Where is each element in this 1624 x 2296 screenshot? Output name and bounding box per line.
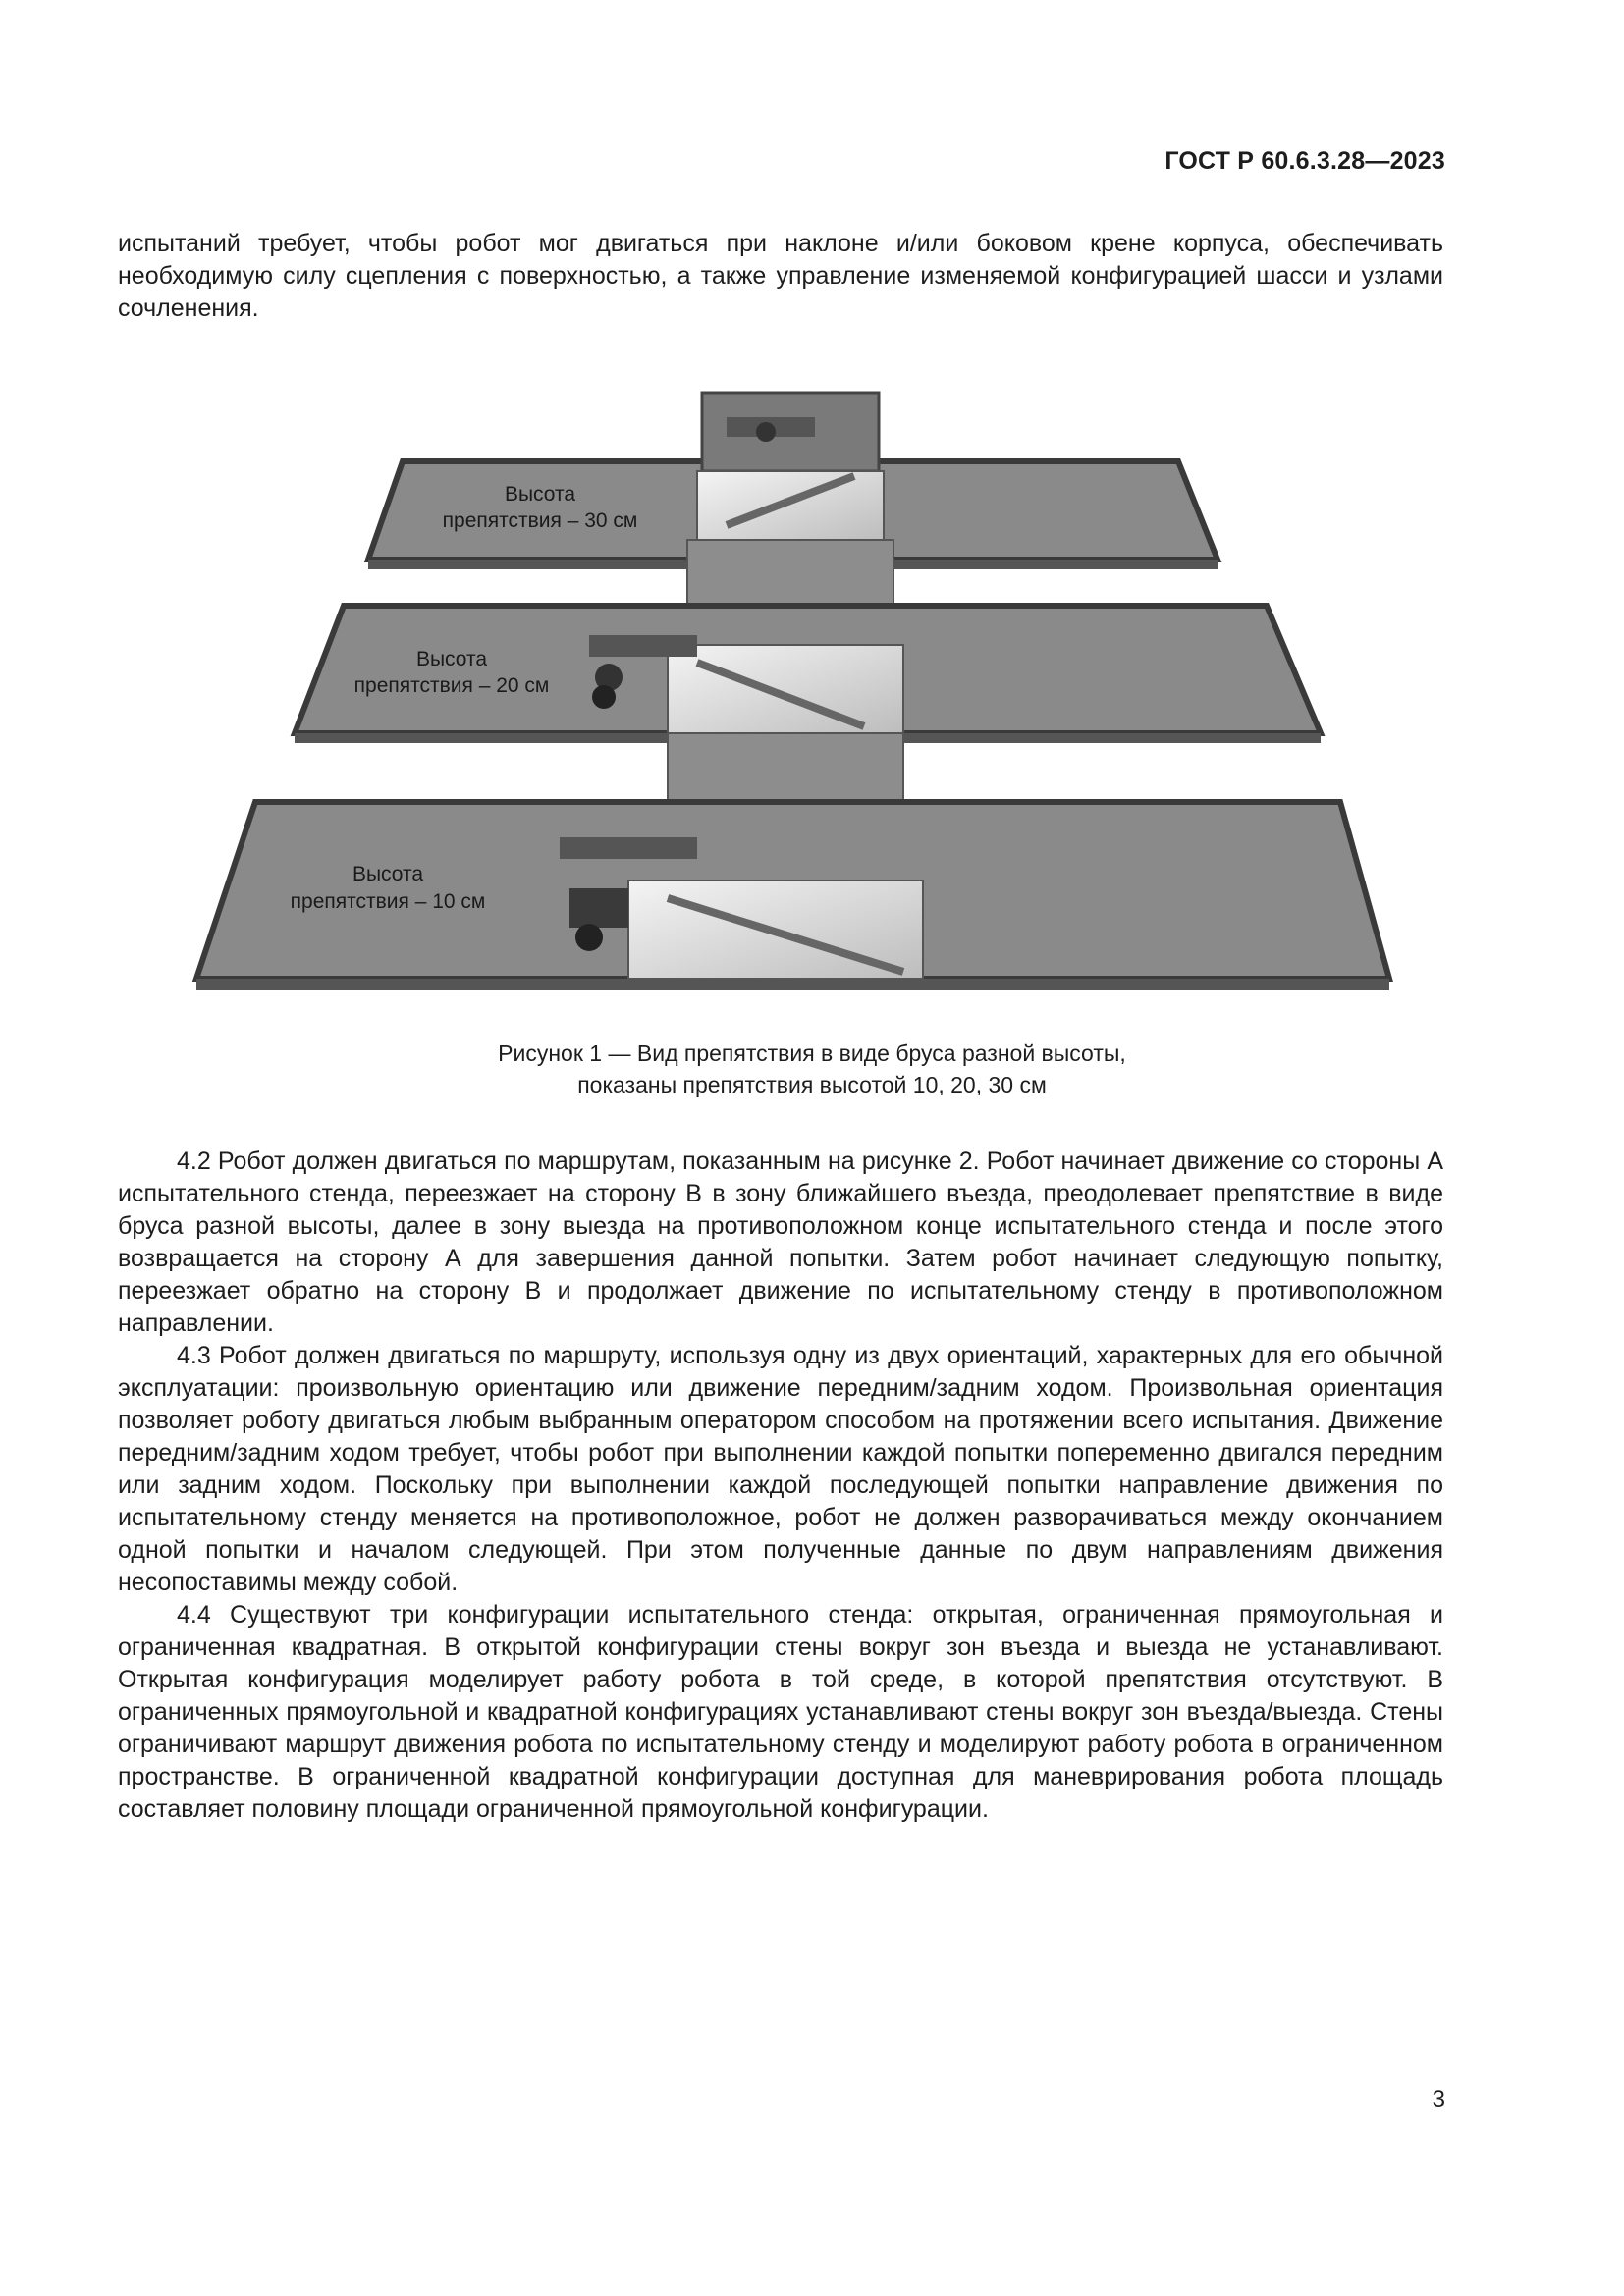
label-20cm-line2: препятствия – 20 см	[353, 674, 550, 697]
label-20cm-line1: Высота	[415, 648, 488, 670]
label-30cm-line1: Высота	[504, 483, 576, 506]
label-10cm-line1: Высота	[352, 863, 424, 885]
figure-illustration	[177, 378, 1414, 1006]
figure-obstacle-test	[177, 378, 1414, 1006]
section-4-3: 4.3 Робот должен двигаться по маршруту, используя одну из двух ориентаций, характерных для его обычной эксплуатации: произвольную ориентацию или движение передним/задним ходом. Произвольная ориентация позволяет роботу двигаться любым выбранным оператором способом на протяжении всего испытания. Движение передним/задним ходом требует, чтобы робот при выполнении каждой попытки попеременно двигался передним или задним ходом. Поскольку при выполнении каждой последующей попытки направление движения по испытательному стенду меняется на противоположное, робот не должен разворачиваться между окончанием одной попытки и началом следующей. При этом полученные данные по двум направлениям движения несопоставимы между собой.	[118, 1342, 1443, 1596]
figure-caption-line2: показаны препятствия высотой 10, 20, 30 см	[577, 1072, 1047, 1097]
figure-caption-line1: Рисунок 1 — Вид препятствия в виде бруса разной высоты,	[498, 1041, 1126, 1066]
page-number: 3	[1432, 2086, 1445, 2112]
section-4-2: 4.2 Робот должен двигаться по маршрутам, показанным на рисунке 2. Робот начинает движение со стороны А испытательного стенда, переезжает на сторону В в зону ближайшего въезда, преодолевает препятствие в виде бруса разной высоты, далее в зону выезда на противоположном конце испытательного стенда и после этого возвращается на сторону А для завершения данной попытки. Затем робот начинает следующую попытку, переезжает обратно на сторону В и продолжает движение по испытательному стенду в противоположном направлении.	[118, 1148, 1443, 1337]
figure-caption	[0, 1038, 1624, 1100]
platform-20cm	[295, 606, 1321, 822]
label-30cm-line2: препятствия – 30 см	[442, 509, 638, 532]
intro-paragraph: испытаний требует, чтобы робот мог двигаться при наклоне и/или боковом крене корпуса, обеспечивать необходимую силу сцепления с поверхностью, а также управление изменяемой конфигурацией шасси и узлами сочленения.	[118, 230, 1443, 322]
label-10cm-line2: препятствия – 10 см	[290, 890, 486, 913]
page-header: ГОСТ Р 60.6.3.28—2023	[1164, 147, 1445, 175]
section-4-4: 4.4 Существуют три конфигурации испытательного стенда: открытая, ограниченная прямоугольная и ограниченная квадратная. В открытой конфигурации стены вокруг зон въезда и выезда не устанавливают. Открытая конфигурация моделирует работу робота в той среде, в которой препятствия отсутствуют. В ограниченных прямоугольной и квадратной конфигурациях устанавливают стены вокруг зон въезда/выезда. Стены ограничивают маршрут движения робота по испытательному стенду и моделируют работу робота в ограниченном пространстве. В ограниченной квадратной конфигурации доступная для маневрирования робота площадь составляет половину площади ограниченной прямоугольной конфигурации.	[118, 1601, 1443, 1823]
body-text	[118, 1146, 1443, 1826]
